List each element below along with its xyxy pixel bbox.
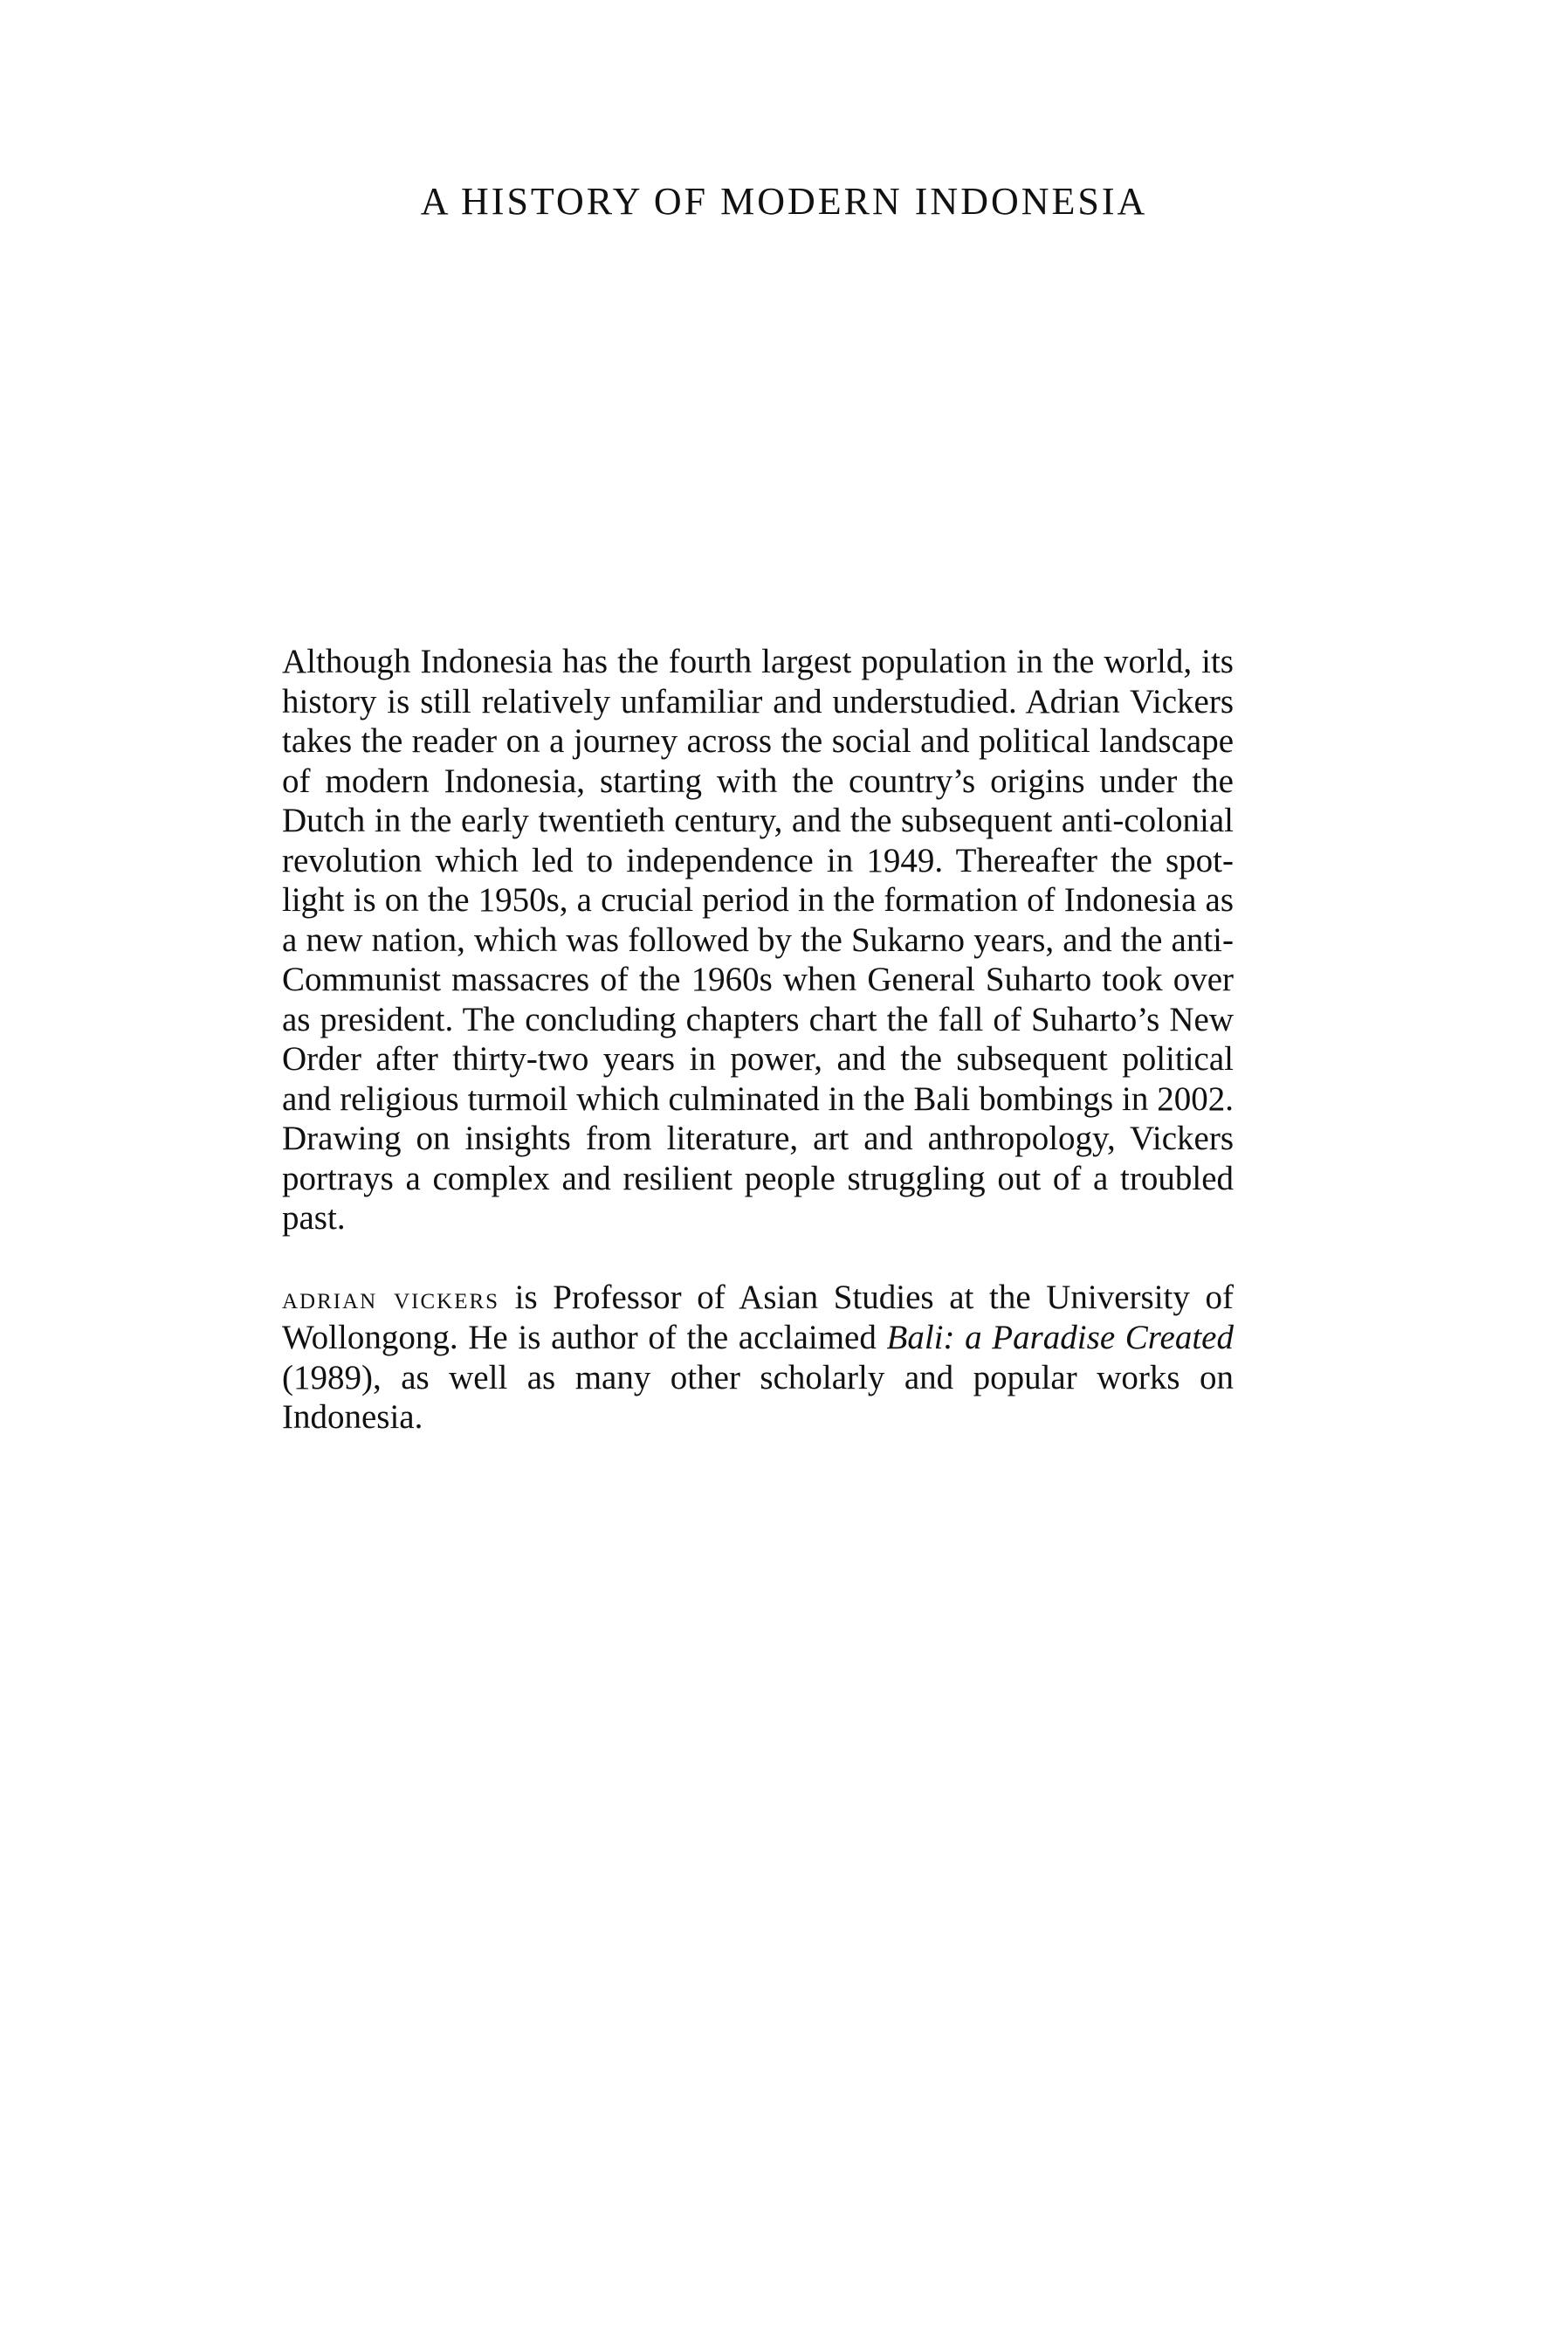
- author-book-title: Bali: a Paradise Created: [886, 1319, 1234, 1356]
- book-description: Although Indonesia has the fourth largest population in the world, its history is still relatively unfamiliar and understudied. Adrian Vickers takes the reader on a journey across the social and political landscape of modern Indonesia, starting with the country’s origins under the Dutch in the early twentieth century, and the subsequent anti-colonial revolution which led to independence in 1949. Thereafter the spotlight is on the 1950s, a crucial period in the formation of Indonesia as a new nation, which was followed by the Sukarno years, and the anti-Communist massacres of the 1960s when General Suharto took over as president. The concluding chapters chart the fall of Suharto’s New Order after thirty-two years in power, and the subsequent political and religious turmoil which culminated in the Bali bombings in 2002. Drawing on insights from literature, art and anthropology, Vickers portrays a complex and resilient people struggling out of a troubled past.: [282, 643, 1234, 1237]
- main-text: [282, 642, 1234, 1437]
- author-bio-text-2: (1989), as well as many other scholarly and popular works on Indonesia.: [282, 1358, 1234, 1436]
- author-name: adrian vickers: [282, 1279, 500, 1315]
- author-bio-text-1: is Professor of Asian Studies at the University of Wollongong. He is author of the acclaimed: [282, 1278, 1234, 1356]
- page-title: A HISTORY OF MODERN INDONESIA: [420, 180, 1148, 223]
- author-bio: [282, 1278, 1234, 1437]
